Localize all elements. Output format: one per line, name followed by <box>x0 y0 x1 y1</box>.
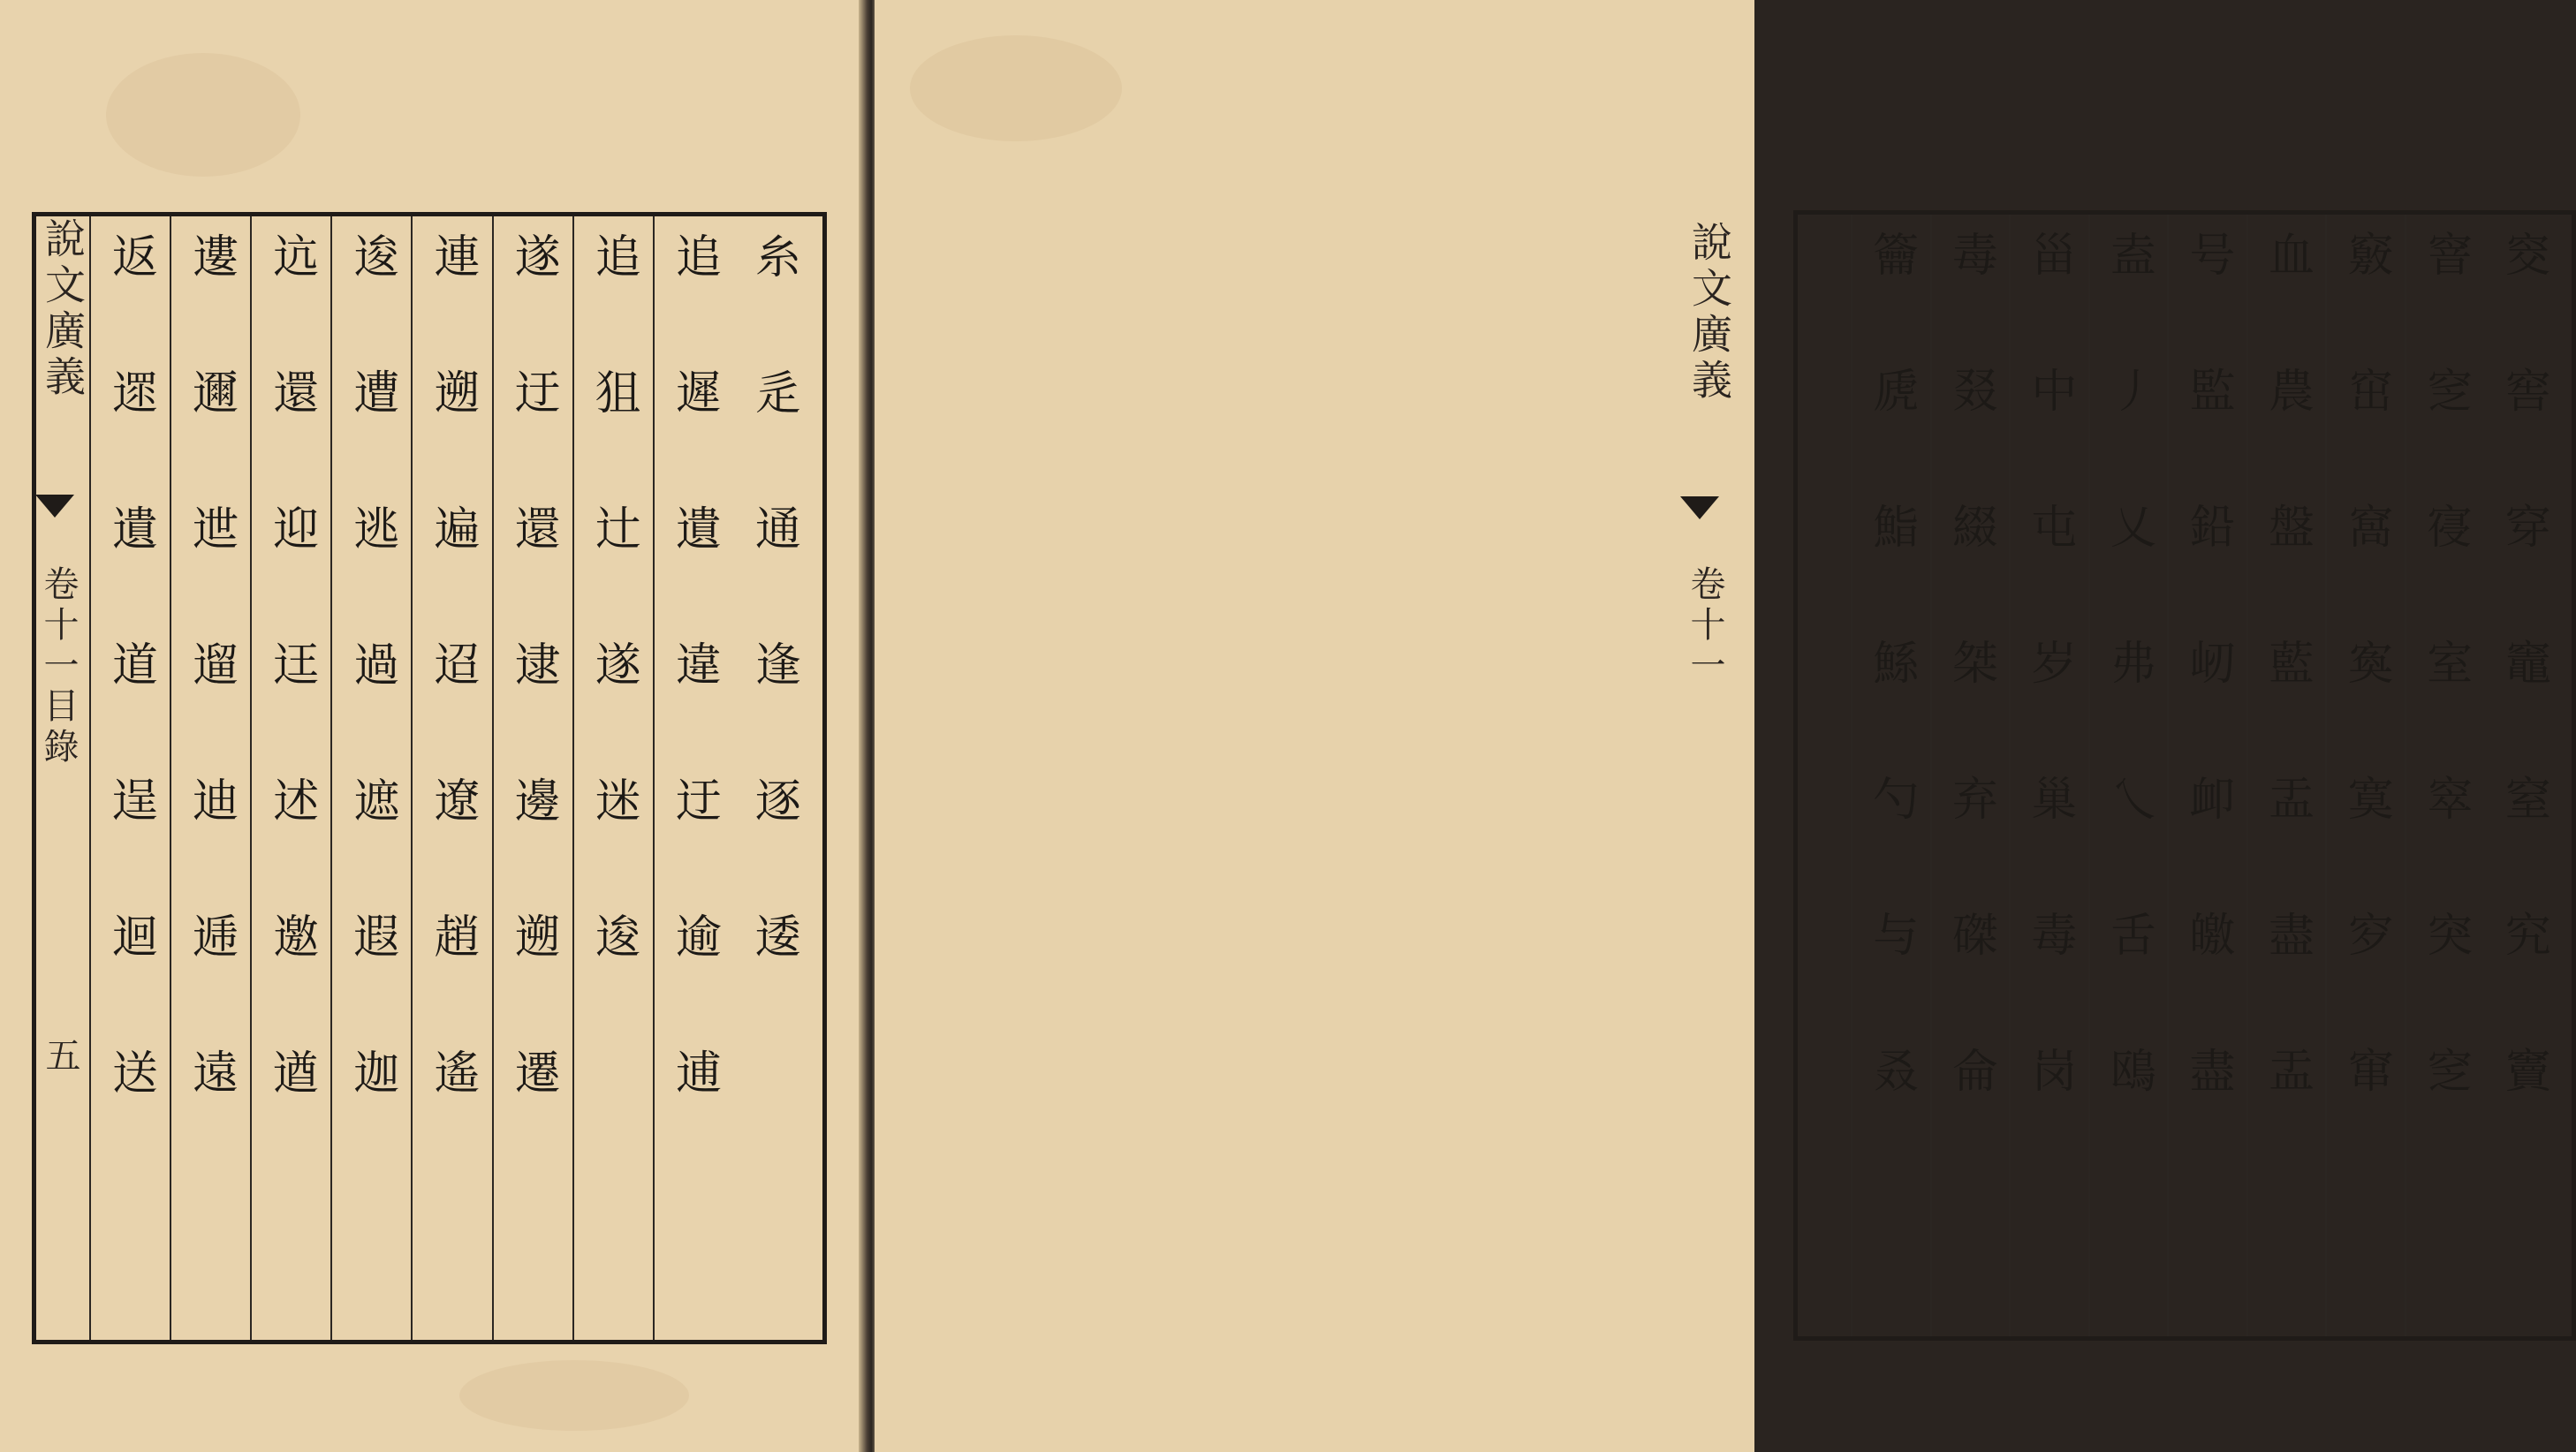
column-text: 盍丿乂弗乀舌鴎 <box>2102 231 2156 1183</box>
text-column <box>1930 215 2010 1336</box>
text-column <box>250 216 330 1340</box>
text-column <box>2009 215 2088 1336</box>
column-text: 籥虒鮨鯀勺与叒 <box>1864 231 1918 1183</box>
column-text: 毒叕綴桀弃磔侖 <box>1943 231 1997 1183</box>
right-margin-title: 說文廣義 <box>1686 221 1733 405</box>
text-column <box>2325 215 2405 1336</box>
column-text: 糸辵通逢逐逶 <box>746 232 800 1048</box>
right-columns <box>1798 215 2572 1336</box>
column-text: 窨窆寑室窣突窆 <box>2418 231 2472 1183</box>
fold-marker <box>35 495 74 518</box>
left-margin-title: 說文廣義 <box>39 217 87 401</box>
text-column <box>733 216 814 1340</box>
column-text: 迒還迎迋述邀遒 <box>264 232 318 1184</box>
column-text: 逡遭逃過遮遐迦 <box>345 232 398 1184</box>
left-page <box>0 0 864 1452</box>
right-margin-volume: 卷十一 <box>1685 565 1725 687</box>
column-text: 返遝遺道逞迴送 <box>103 232 157 1184</box>
paper-stain <box>910 35 1122 141</box>
text-column <box>492 216 572 1340</box>
text-column <box>653 216 733 1340</box>
column-text: 遱邇迣遛迪逓遠 <box>184 232 238 1184</box>
text-column <box>2405 215 2484 1336</box>
fold-marker <box>1680 496 1719 519</box>
left-margin-page: 五 <box>40 1037 80 1078</box>
right-text-frame <box>1793 210 2576 1341</box>
column-text: 窔窖穿竈窒究竇 <box>2496 231 2550 1183</box>
text-column <box>2483 215 2563 1336</box>
text-column <box>1851 215 1930 1336</box>
text-column <box>2246 215 2326 1336</box>
text-column <box>170 216 250 1340</box>
paper-stain <box>106 53 300 177</box>
column-text: 血農盤藍盂盡盂 <box>2260 231 2314 1183</box>
text-column <box>411 216 491 1340</box>
column-text: 号監鉛屻卹皦盡 <box>2180 231 2234 1183</box>
column-text: 遂迂還逮邊遡遷 <box>506 232 560 1184</box>
left-margin-volume: 卷十一目錄 <box>38 565 79 768</box>
text-column <box>572 216 653 1340</box>
paper-stain <box>459 1360 689 1431</box>
left-columns <box>36 216 822 1340</box>
column-text: 連遡遍迢遼趙遙 <box>425 232 479 1184</box>
left-text-frame <box>32 212 827 1344</box>
right-page <box>875 0 2550 1452</box>
column-text: 甾中屯岁巢毒岗 <box>2022 231 2076 1183</box>
text-column <box>2088 215 2168 1336</box>
text-column <box>89 216 170 1340</box>
column-text: 追遲遺違迂逾逋 <box>667 232 721 1184</box>
column-text: 追狙辻遂迷逡 <box>587 232 640 1048</box>
text-column <box>330 216 411 1340</box>
column-text: 竅窋窩寏寞穸窜 <box>2339 231 2393 1183</box>
text-column <box>2167 215 2246 1336</box>
